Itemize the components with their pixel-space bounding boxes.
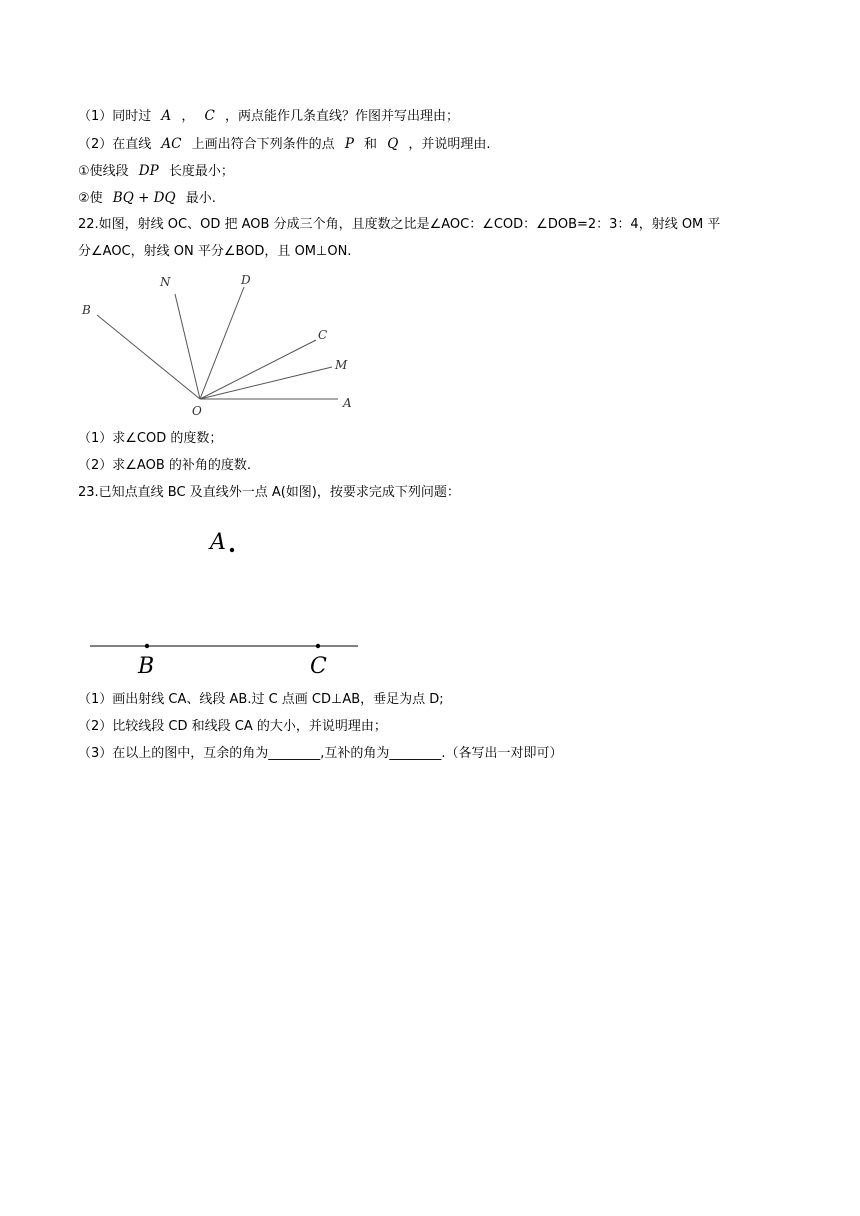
- math-segment-dp: DP: [138, 163, 159, 179]
- label-b: B: [82, 303, 91, 317]
- q21-part2: [78, 134, 491, 155]
- ray-oc: [200, 340, 316, 399]
- point-a-dot: [230, 548, 234, 552]
- q21-part2-suffix: ，并说明理由.: [408, 137, 491, 152]
- label-o: O: [192, 404, 202, 418]
- math-point-a: A: [161, 108, 172, 124]
- point-b-dot: [145, 644, 149, 648]
- condition1-prefix: ①使线段: [78, 164, 129, 179]
- q21-condition1: [78, 161, 234, 182]
- q22-subquestion1: （1）求∠COD 的度数；: [78, 431, 223, 446]
- comma: ，: [181, 109, 195, 124]
- point-c-dot: [316, 644, 320, 648]
- math-point-p: P: [344, 136, 354, 152]
- q21-part1-prefix: （1）同时过: [78, 109, 152, 124]
- condition2-prefix: ②使: [78, 191, 103, 206]
- ray-om: [200, 367, 332, 399]
- q21-part1-suffix: ，两点能作几条直线？作图并写出理由；: [224, 109, 459, 124]
- q22-statement-line2: 分∠AOC，射线 ON 平分∠BOD，且 OM⊥ON.: [78, 244, 352, 259]
- math-expression-bq-dq: BQ + DQ: [112, 190, 176, 206]
- q21-part2-mid: 上画出符合下列条件的点: [191, 137, 335, 152]
- and-text: 和: [364, 137, 378, 152]
- label-point-b: B: [138, 654, 155, 679]
- q21-part1: [78, 106, 459, 127]
- q23-subquestion3: （3）在以上的图中，互余的角为________,互补的角为________.（各写出一对即可）: [78, 746, 563, 761]
- label-point-a: A: [210, 530, 226, 555]
- math-point-c: C: [204, 108, 215, 124]
- label-n: N: [160, 275, 171, 289]
- ray-ob: [97, 315, 200, 399]
- label-point-c: C: [310, 654, 327, 679]
- q21-part2-prefix: （2）在直线: [78, 137, 152, 152]
- condition1-suffix: 长度最小；: [168, 164, 234, 179]
- condition2-suffix: 最小.: [185, 191, 216, 206]
- ray-od: [200, 287, 244, 399]
- q23-subquestion2: （2）比较线段 CD 和线段 CA 的大小，并说明理由；: [78, 719, 387, 734]
- q22-statement-line1: 22.如图，射线 OC、OD 把 AOB 分成三个角，且度数之比是∠AOC：∠COD：∠DOB=2：3：4，射线 OM 平: [78, 217, 721, 232]
- q23-subquestion1: （1）画出射线 CA、线段 AB.过 C 点画 CD⊥AB，垂足为点 D;: [78, 692, 444, 707]
- q22-subquestion2: （2）求∠AOB 的补角的度数.: [78, 458, 252, 473]
- label-d: D: [241, 273, 251, 287]
- math-point-q: Q: [387, 136, 399, 152]
- q23-statement: 23.已知点直线 BC 及直线外一点 A(如图)，按要求完成下列问题：: [78, 485, 460, 500]
- label-a: A: [343, 396, 352, 410]
- q21-condition2: [78, 188, 216, 209]
- q23-line-figure: [85, 525, 385, 685]
- math-line-ac: AC: [161, 136, 182, 152]
- q22-rays-figure: [70, 272, 370, 422]
- label-c: C: [318, 328, 328, 342]
- label-m: M: [335, 358, 348, 372]
- ray-on: [175, 294, 200, 399]
